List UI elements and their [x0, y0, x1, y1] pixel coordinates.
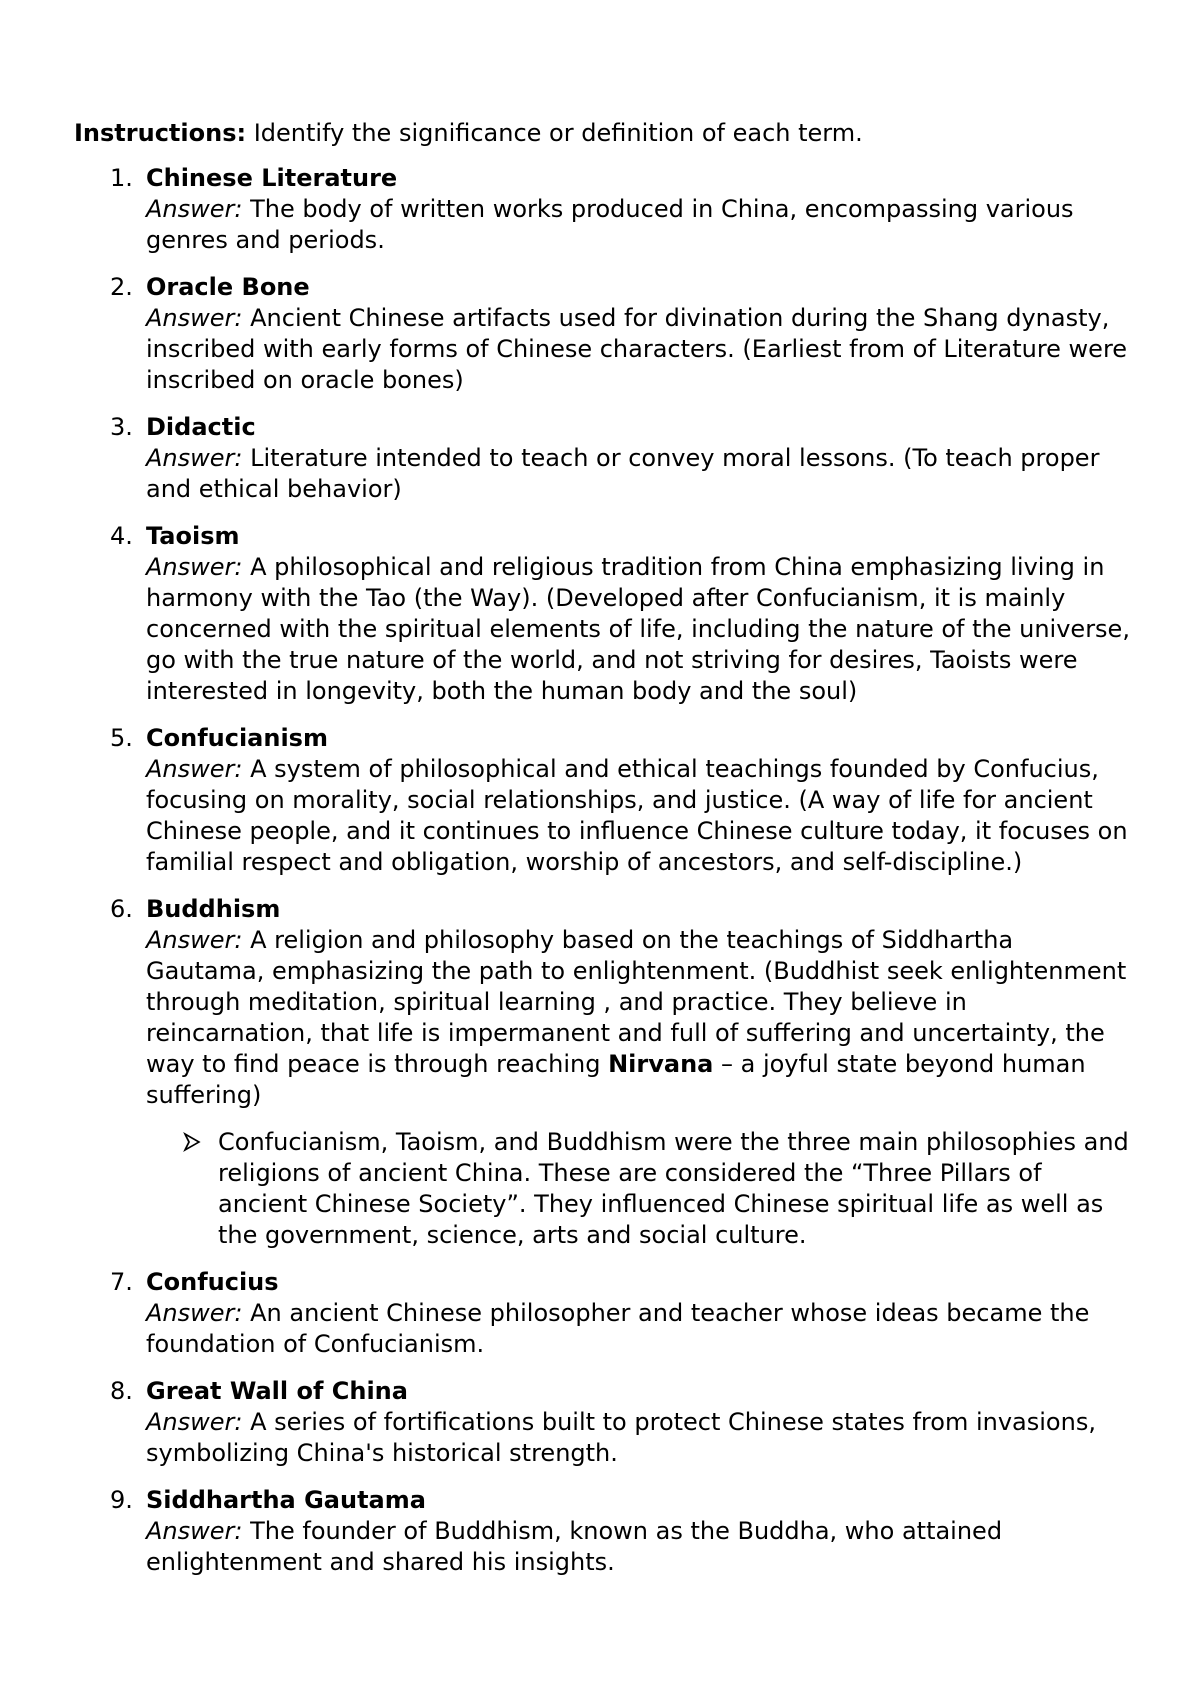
answer-label: Answer: [146, 444, 243, 472]
term-answer [146, 754, 1134, 878]
term-title: Didactic [146, 413, 256, 441]
term-item [0, 894, 1200, 1251]
answer-text-after: – a joyful state beyond human suffering) [146, 1050, 1086, 1109]
answer-label: Answer: [146, 1408, 243, 1436]
term-list [0, 163, 1200, 1594]
pillars-note [146, 1127, 1134, 1251]
term-number: 9. [110, 1486, 133, 1514]
answer-label: Answer: [146, 304, 243, 332]
answer-text: A philosophical and religious tradition from China emphasizing living in harmony with the Tao (the Way). (Developed after Confucianism, it is mainly concerned with the spiritual elements of life, including the nature of the universe, go with the true nature of the world, and not striving for desires, Taoists were interested in longevity, both the human body and the soul) [146, 553, 1130, 705]
term-answer [146, 443, 1134, 505]
answer-label: Answer: [146, 1299, 243, 1327]
term-item [0, 1267, 1200, 1360]
term-number: 2. [110, 273, 133, 301]
term-answer [146, 303, 1134, 396]
answer-text: The body of written works produced in China, encompassing various genres and periods. [146, 195, 1074, 254]
term-number: 3. [110, 413, 133, 441]
term-number: 5. [110, 724, 133, 752]
term-title: Great Wall of China [146, 1377, 408, 1405]
term-title: Oracle Bone [146, 273, 310, 301]
answer-label: Answer: [146, 926, 243, 954]
term-title: Confucianism [146, 724, 328, 752]
term-title: Buddhism [146, 895, 281, 923]
answer-text: Literature intended to teach or convey moral lessons. (To teach proper and ethical behavior) [146, 444, 1100, 503]
term-item [0, 1376, 1200, 1469]
term-answer [146, 1407, 1134, 1469]
answer-text: A series of fortifications built to protect Chinese states from invasions, symbolizing China's historical strength. [146, 1408, 1096, 1467]
term-number: 7. [110, 1268, 133, 1296]
answer-text-before: A religion and philosophy based on the teachings of Siddhartha Gautama, emphasizing the path to enlightenment. (Buddhist seek enlightenment through meditation, spiritual learning , and practice. They believe in reincarnation, that life is impermanent and full of suffering and uncertainty, the way to find peace is through reaching [146, 926, 1127, 1078]
answer-label: Answer: [146, 1517, 243, 1545]
instructions-label: Instructions: [74, 119, 247, 147]
answer-label: Answer: [146, 553, 243, 581]
answer-label: Answer: [146, 195, 243, 223]
term-item [0, 272, 1200, 396]
arrow-bullet-icon [182, 1129, 202, 1155]
term-item [0, 1485, 1200, 1578]
term-title: Siddhartha Gautama [146, 1486, 426, 1514]
term-number: 1. [110, 164, 133, 192]
term-item [0, 163, 1200, 256]
term-item [0, 521, 1200, 707]
answer-label: Answer: [146, 755, 243, 783]
instructions [74, 118, 1134, 149]
term-title: Confucius [146, 1268, 279, 1296]
term-answer [146, 925, 1134, 1111]
term-answer [146, 552, 1134, 707]
note-text: Confucianism, Taoism, and Buddhism were the three main philosophies and religions of ancient China. These are considered the “Three Pillars of ancient Chinese Society”. They influenced Chinese spiritual life as well as the government, science, arts and social culture. [218, 1128, 1129, 1249]
answer-text: A system of philosophical and ethical teachings founded by Confucius, focusing on morality, social relationships, and justice. (A way of life for ancient Chinese people, and it continues to influence Chinese culture today, it focuses on familial respect and obligation, worship of ancestors, and self-discipline.) [146, 755, 1128, 876]
term-number: 4. [110, 522, 133, 550]
answer-text: The founder of Buddhism, known as the Buddha, who attained enlightenment and shared his insights. [146, 1517, 1003, 1576]
term-answer [146, 1516, 1134, 1578]
term-answer [146, 194, 1134, 256]
instructions-text: Identify the significance or definition of each term. [246, 119, 863, 147]
answer-text: Ancient Chinese artifacts used for divination during the Shang dynasty, inscribed with early forms of Chinese characters. (Earliest from of Literature were inscribed on oracle bones) [146, 304, 1128, 394]
term-title: Chinese Literature [146, 164, 398, 192]
term-title: Taoism [146, 522, 240, 550]
term-item [0, 723, 1200, 878]
term-answer [146, 1298, 1134, 1360]
term-number: 6. [110, 895, 133, 923]
term-number: 8. [110, 1377, 133, 1405]
answer-bold-term: Nirvana [608, 1050, 714, 1078]
answer-text: An ancient Chinese philosopher and teacher whose ideas became the foundation of Confucianism. [146, 1299, 1090, 1358]
term-item [0, 412, 1200, 505]
